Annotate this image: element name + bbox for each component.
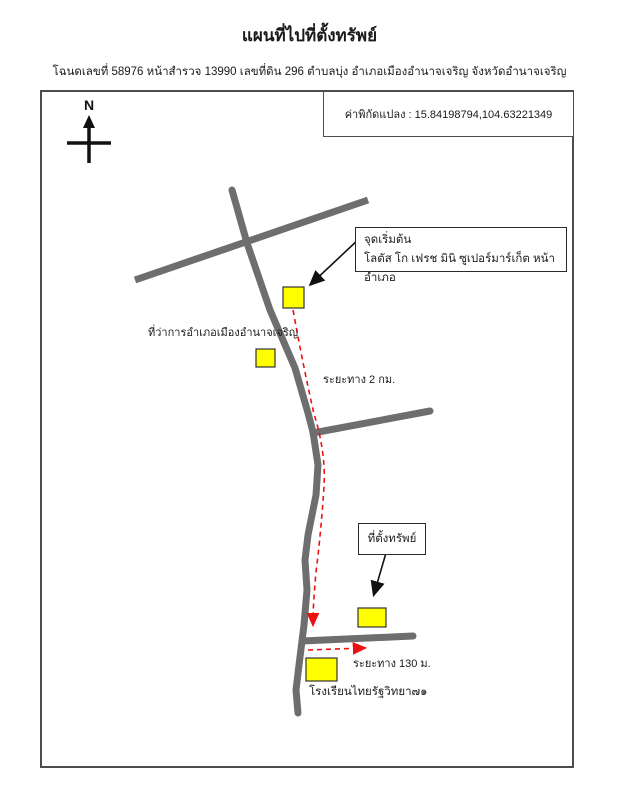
page-subtitle: โฉนดเลขที่ 58976 หน้าสำรวจ 13990 เลขที่ดิน 296 ตำบลบุ่ง อำเภอเมืองอำนาจเจริญ จังหวัดอำนาจเจริญ: [52, 66, 567, 78]
page-title: แผนที่ไปที่ตั้งทรัพย์: [241, 26, 378, 45]
district-office-label: ที่ว่าการอำเภอเมืองอำนาจเจริญ: [148, 327, 299, 339]
distance-130m-label: ระยะทาง 130 ม.: [353, 658, 431, 670]
callout-arrow-start: [311, 238, 360, 284]
property-callout-label: ที่ตั้งทรัพย์: [367, 532, 417, 545]
marker-start: [283, 287, 304, 308]
marker-district-office: [256, 349, 275, 367]
map-frame: [40, 90, 574, 768]
property-callout: [358, 523, 426, 555]
distance-2km-label: ระยะทาง 2 กม.: [323, 374, 396, 386]
road-bottom: [302, 636, 413, 641]
north-label: N: [84, 97, 95, 113]
marker-school: [306, 658, 337, 681]
school-label: โรงเรียนไทยรัฐวิทยา๗๑: [309, 686, 428, 698]
map-graphics: [42, 92, 572, 766]
road-branch-east: [313, 411, 430, 433]
north-arrow-icon: [67, 97, 111, 163]
route-dashed-local: [308, 648, 364, 650]
marker-property: [358, 608, 386, 627]
road-cross-diagonal: [135, 200, 368, 280]
road-main: [232, 190, 318, 713]
start-callout-line1: จุดเริ่มต้น: [364, 234, 412, 246]
coordinates-label: ค่าพิกัดแปลง : 15.84198794,104.63221349: [344, 109, 553, 121]
callout-arrow-property: [374, 553, 386, 594]
start-callout-line2: โลตัส โก เฟรช มินิ ซูเปอร์มาร์เก็ต หน้าอำเภอ: [364, 253, 555, 284]
start-callout: [355, 227, 567, 284]
coordinates-box: [323, 92, 573, 137]
